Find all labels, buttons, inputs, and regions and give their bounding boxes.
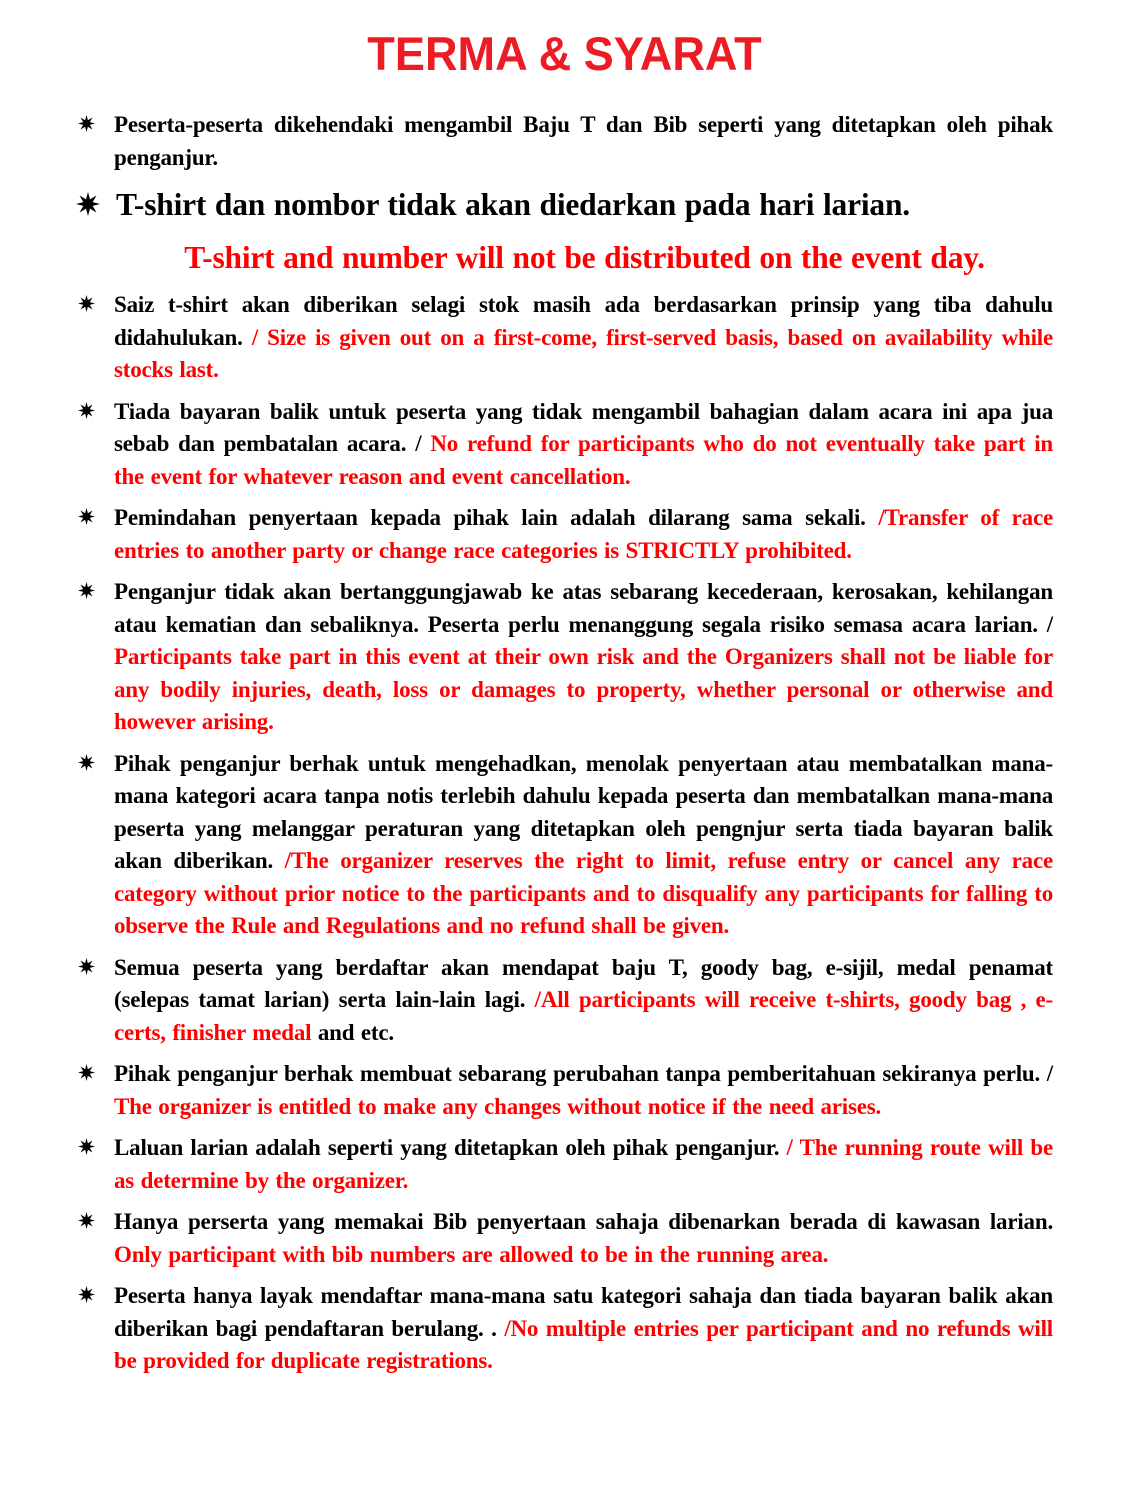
term-text (114, 748, 1053, 943)
term-segment-red: /The organizer reserves the right to limit, refuse entry or cancel any race category without prior notice to the participants and to disqualify any participants for falling to observe the Rule and Regulations and no refund shall be given. (114, 848, 1054, 938)
term-segment-red: T-shirt and number will not be distributed on the event day. (184, 240, 985, 275)
term-segment-red: /Transfer of race entries to another party or change race categories is STRICTLY prohibited. (114, 505, 1053, 563)
term-segment-black: Pemindahan penyertaan kepada pihak lain adalah dilarang sama sekali. (114, 505, 879, 530)
term-text (116, 236, 1053, 280)
term-text (114, 576, 1053, 739)
term-segment-black: Peserta hanya layak mendaftar mana-mana satu kategori sahaja dan tiada bayaran balik akan diberikan bagi pendaftaran berulang. . (114, 1283, 1053, 1341)
term-item (76, 502, 1053, 567)
term-segment-black: Peserta-peserta dikehendaki mengambil Baju T dan Bib seperti yang ditetapkan oleh pihak penganjur. (114, 112, 1053, 170)
term-segment-black: Penganjur tidak akan bertanggungjawab ke atas sebarang kecederaan, kerosakan, kehilangan atau kematian dan sebaliknya. Peserta perlu menanggung segala risiko semasa acara larian. / (114, 579, 1053, 637)
eight-pointed-star-bullet-icon (76, 1280, 114, 1303)
eight-pointed-star-bullet-icon (76, 109, 114, 132)
term-segment-red: / Size is given out on a first-come, first-served basis, based on availability while stocks last. (114, 324, 1053, 382)
term-segment-black: Laluan larian adalah seperti yang ditetapkan oleh pihak penganjur. (114, 1135, 787, 1160)
term-segment-red: /All participants will receive t-shirts, goody bag , e-certs, finisher medal (114, 987, 1054, 1045)
eight-pointed-star-bullet-icon (76, 1206, 114, 1229)
term-item (76, 952, 1053, 1050)
eight-pointed-star-bullet-icon (76, 183, 116, 216)
term-segment-red: The organizer is entitled to make any changes without notice if the need arises. (114, 1093, 882, 1119)
term-segment-black: Hanya perserta yang memakai Bib penyertaan sahaja dibenarkan berada di kawasan larian. (114, 1209, 1053, 1234)
term-text (114, 109, 1053, 174)
term-text (114, 952, 1053, 1050)
term-item (76, 1280, 1053, 1378)
term-segment-black: T-shirt dan nombor tidak akan diedarkan pada hari larian. (116, 187, 910, 222)
term-text (114, 1058, 1053, 1123)
term-segment-red: / The running route will be as determine by the organizer. (114, 1135, 1053, 1193)
term-text (114, 1206, 1053, 1271)
term-text (116, 183, 1053, 227)
eight-pointed-star-bullet-icon (76, 289, 114, 312)
term-item (76, 1206, 1053, 1271)
term-text (114, 502, 1053, 567)
page-title: TERMA & SYARAT (367, 27, 762, 80)
term-segment-black: Pihak penganjur berhak membuat sebarang perubahan tanpa pemberitahuan sekiranya perlu. / (114, 1061, 1053, 1086)
term-item (76, 236, 1053, 280)
terms-list (76, 109, 1053, 1378)
term-item (76, 109, 1053, 174)
eight-pointed-star-bullet-icon (76, 502, 114, 525)
term-segment-red: No refund for participants who do not eventually take part in the event for whatever reason and event cancellation. (114, 431, 1053, 489)
term-item (76, 396, 1053, 494)
term-item (76, 1132, 1053, 1197)
bullet-spacer (76, 236, 116, 245)
eight-pointed-star-bullet-icon (76, 748, 114, 771)
term-segment-black: Pihak penganjur berhak untuk mengehadkan, menolak penyertaan atau membatalkan mana-mana kategori acara tanpa notis terlebih dahulu kepada peserta dan membatalkan mana-mana peserta yang melanggar peraturan yang ditetapkan oleh pengnjur serta tiada bayaran balik akan diberikan. (114, 750, 1053, 873)
term-segment-red: Participants take part in this event at their own risk and the Organizers shall not be liable for any bodily injuries, death, loss or damages to property, whether personal or otherwise and however arising. (114, 644, 1053, 734)
term-item (76, 576, 1053, 739)
term-segment-red: /No multiple entries per participant and no refunds will be provided for duplicate registrations. (114, 1315, 1053, 1373)
term-text (114, 1280, 1053, 1378)
term-segment-black: and etc. (317, 1019, 394, 1045)
eight-pointed-star-bullet-icon (76, 396, 114, 419)
term-item (76, 289, 1053, 387)
term-text (114, 396, 1053, 494)
term-text (114, 1132, 1053, 1197)
eight-pointed-star-bullet-icon (76, 1132, 114, 1155)
term-item (76, 183, 1053, 227)
term-segment-red: Only participant with bib numbers are allowed to be in the running area. (114, 1241, 829, 1267)
eight-pointed-star-bullet-icon (76, 1058, 114, 1081)
term-item (76, 748, 1053, 943)
term-segment-black: Saiz t-shirt akan diberikan selagi stok masih ada berdasarkan prinsip yang tiba dahulu didahulukan. (114, 292, 1053, 350)
term-segment-black: Semua peserta yang berdaftar akan mendapat baju T, goody bag, e-sijil, medal penamat (selepas tamat larian) serta lain-lain lagi. (114, 954, 1053, 1012)
term-item (76, 1058, 1053, 1123)
term-text (114, 289, 1053, 387)
term-segment-black: Tiada bayaran balik untuk peserta yang tidak mengambil bahagian dalam acara ini apa jua sebab dan pembatalan acara. / (114, 398, 1053, 456)
eight-pointed-star-bullet-icon (76, 576, 114, 599)
eight-pointed-star-bullet-icon (76, 952, 114, 975)
